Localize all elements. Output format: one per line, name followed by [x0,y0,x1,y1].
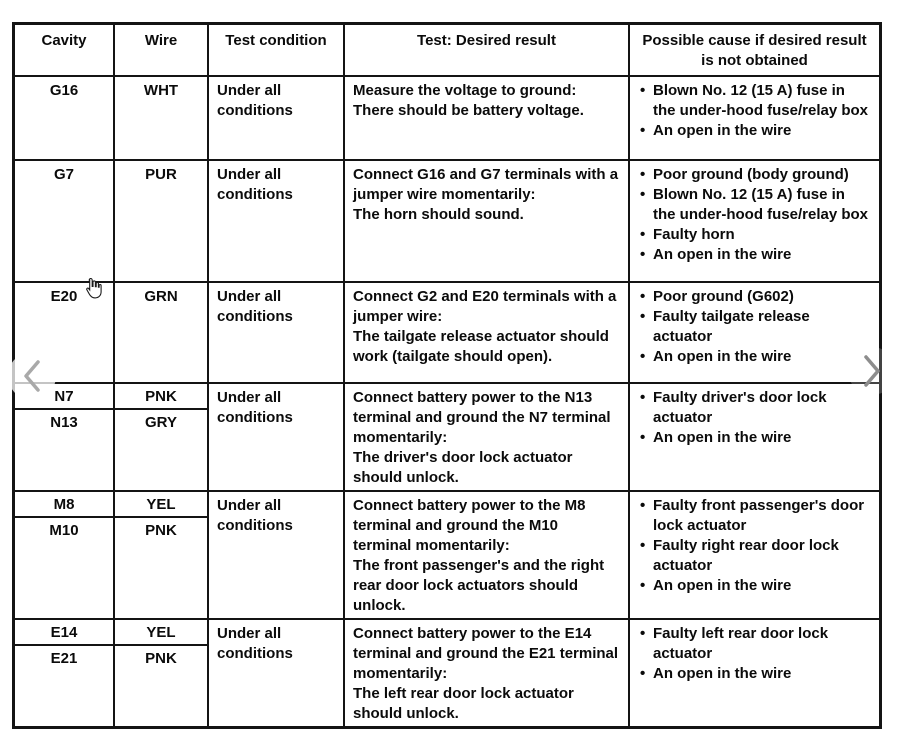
cause-item: • An open in the wire [638,576,871,596]
cause-item: • An open in the wire [638,347,871,367]
wire-cell: GRN [115,283,209,382]
cause-item: • Faulty tailgate release actuator [638,307,871,347]
test-condition-cell: Under all conditions [209,283,345,382]
cause-list [638,624,871,684]
cause-item: • Faulty right rear door lock actuator [638,536,871,576]
test-result-cell [345,384,630,490]
test-result-cell [345,492,630,618]
cause-list [638,388,871,448]
test-text: The horn should sound. [353,206,524,223]
test-text: Connect battery power to the E14 terminal and ground the E21 terminal momentarily: [353,625,619,682]
table-row [15,492,879,620]
test-text: There should be battery voltage. [353,102,584,119]
test-text: Connect G2 and E20 terminals with a jumper wire: [353,288,617,325]
header-test-result: Test: Desired result [345,25,630,75]
wire-cell [115,620,209,726]
table-row [15,161,879,283]
test-condition-cell: Under all conditions [209,384,345,490]
cavity-cell [15,620,115,726]
wire-value: GRY [145,414,177,431]
possible-cause-cell [630,620,879,726]
header-wire: Wire [115,25,209,75]
cavity-value: E14 [15,620,113,646]
cavity-cell [15,492,115,618]
table-row [15,620,879,726]
wire-value: YEL [115,620,207,646]
test-condition-cell: Under all conditions [209,492,345,618]
wire-value: PNK [145,650,177,667]
cause-item: • Faulty left rear door lock actuator [638,624,871,664]
cause-item: • An open in the wire [638,664,871,684]
wire-cell: WHT [115,77,209,159]
test-result-cell [345,283,630,382]
cavity-value: M10 [49,522,79,539]
cause-item: • Faulty front passenger's door lock actuator [638,496,871,536]
cavity-cell: G16 [15,77,115,159]
cause-item: • Blown No. 12 (15 A) fuse in the under-hood fuse/relay box [638,185,871,225]
possible-cause-cell [630,384,879,490]
test-text: The driver's door lock actuator should unlock. [353,449,573,486]
test-text: The front passenger's and the right rear door lock actuators should unlock. [353,557,605,614]
cavity-value: E21 [50,650,78,667]
test-text: Connect battery power to the N13 terminal and ground the N7 terminal momentarily: [353,389,611,446]
possible-cause-cell [630,161,879,281]
chevron-left-icon [21,359,43,393]
table-row [15,77,879,161]
cavity-value: M8 [15,492,113,518]
cause-item: • Poor ground (body ground) [638,165,871,185]
cause-item: • Blown No. 12 (15 A) fuse in the under-hood fuse/relay box [638,81,871,121]
wire-cell [115,384,209,490]
table-header-row [15,25,879,77]
next-page-button[interactable] [848,347,896,395]
test-condition-cell: Under all conditions [209,161,345,281]
test-text: The tailgate release actuator should work (tailgate should open). [353,328,609,365]
cavity-cell: G7 [15,161,115,281]
table-row [15,384,879,492]
table-row [15,283,879,384]
wire-cell [115,492,209,618]
test-text: Connect G16 and G7 terminals with a jumper wire momentarily: [353,166,619,203]
chevron-right-icon [861,354,883,388]
cavity-value: N7 [15,384,113,410]
prev-page-button[interactable] [8,352,56,400]
test-condition-cell: Under all conditions [209,620,345,726]
test-result-cell [345,77,630,159]
header-test-condition: Test condition [209,25,345,75]
possible-cause-cell [630,283,879,382]
cause-item: • Poor ground (G602) [638,287,871,307]
cause-item: • Faulty driver's door lock actuator [638,388,871,428]
wire-cell: PUR [115,161,209,281]
diagnostic-table [12,22,882,729]
cavity-cell: E20 [15,283,115,382]
wire-value: PNK [115,384,207,410]
cause-item: • Faulty horn [638,225,871,245]
cause-list [638,165,871,265]
cause-list [638,496,871,596]
test-text: Measure the voltage to ground: [353,82,577,99]
test-text: The left rear door lock actuator should unlock. [353,685,574,722]
wire-value: PNK [145,522,177,539]
header-cavity: Cavity [15,25,115,75]
test-result-cell [345,620,630,726]
cause-item: • An open in the wire [638,428,871,448]
cause-item: • An open in the wire [638,121,871,141]
header-possible-cause: Possible cause if desired result is not obtained [642,32,867,69]
test-condition-cell: Under all conditions [209,77,345,159]
cause-item: • An open in the wire [638,245,871,265]
test-text: Connect battery power to the M8 terminal and ground the M10 terminal momentarily: [353,497,586,554]
cause-list [638,287,871,367]
wire-value: YEL [115,492,207,518]
cavity-value: N13 [50,414,78,431]
cause-list [638,81,871,141]
possible-cause-cell [630,77,879,159]
test-result-cell [345,161,630,281]
possible-cause-cell [630,492,879,618]
